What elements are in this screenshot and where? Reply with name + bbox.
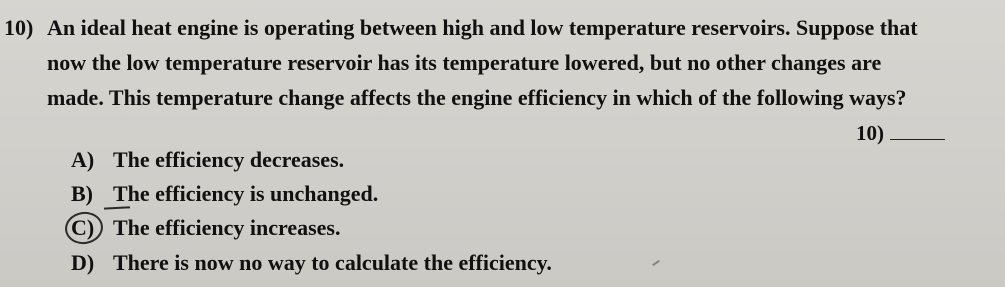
selected-answer-circle-mark [63, 210, 105, 247]
option-c-letter [71, 214, 113, 242]
option-a-text: The efficiency decreases. [113, 147, 345, 172]
option-b[interactable] [71, 180, 378, 208]
question-number: 10) [4, 15, 34, 40]
option-c[interactable] [71, 214, 340, 242]
answer-slot-label: 10) [856, 121, 884, 145]
option-d-letter: D) [71, 250, 95, 275]
option-a-letter: A) [71, 147, 95, 172]
question-text-line-1: An ideal heat engine is operating between high and low temperature reservoirs. Suppose that [47, 15, 918, 40]
pen-stray-mark [652, 260, 660, 266]
option-b-letter: B) [71, 181, 93, 206]
option-c-text: The efficiency increases. [113, 215, 341, 240]
option-d[interactable] [71, 249, 552, 277]
option-c-letter-text: C) [71, 215, 95, 240]
pen-underline-mark [104, 206, 130, 209]
option-d-text: There is now no way to calculate the efficiency. [113, 250, 552, 275]
option-b-text: The efficiency is unchanged. [113, 181, 379, 206]
option-a[interactable] [71, 146, 344, 174]
question-text-line-3: made. This temperature change affects the engine efficiency in which of the following ways? [47, 85, 907, 110]
question-text-line-2: now the low temperature reservoir has its temperature lowered, but no other changes are [47, 50, 882, 75]
answer-blank-line[interactable] [890, 117, 945, 140]
answer-slot [856, 117, 945, 147]
